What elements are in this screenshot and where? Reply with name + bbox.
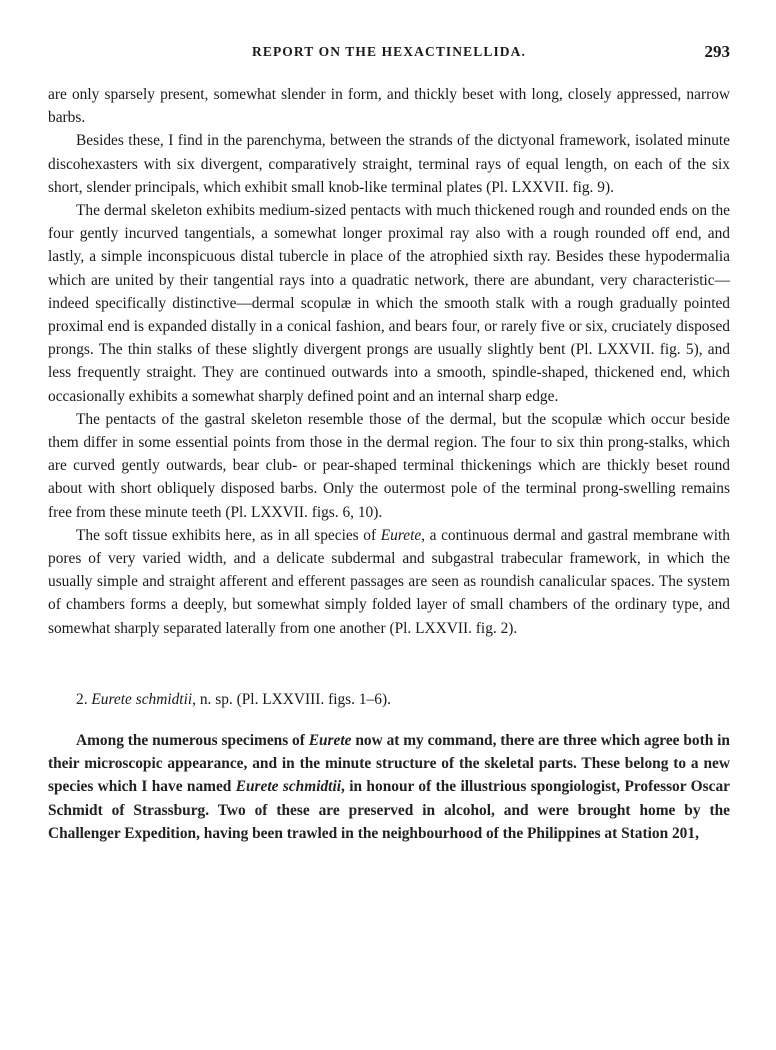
paragraph-eurete-schmidtii	[48, 729, 730, 845]
page-number: 293	[704, 42, 730, 61]
paragraph-continuation: are only sparsely present, somewhat slender in form, and thickly beset with long, closely appressed, narrow barbs.	[48, 86, 730, 127]
species-heading	[48, 688, 730, 711]
page-header	[48, 44, 730, 68]
soft-tissue-text-b: , a continuous dermal and gastral membrane with pores of very varied width, and a delicate subdermal and subgastral trabecular framework, in which the usually simple and straight afferent and efferent passages are seen as roundish canalicular spaces. The system of chambers forms a deeply, but somewhat simply folded layer of small chambers of the ordinary type, and somewhat sharply separated laterally from one another (Pl. LXXVII. fig. 2).	[48, 526, 730, 637]
soft-tissue-text-a: The soft tissue exhibits here, as in all species of	[76, 526, 381, 544]
closing-text-a: Among the numerous specimens of	[76, 732, 309, 750]
paragraph-soft-tissue	[48, 524, 730, 640]
species-name: Eurete schmidtii	[91, 690, 193, 708]
species-number: 2.	[76, 690, 88, 708]
running-title: REPORT ON THE HEXACTINELLIDA.	[252, 44, 526, 59]
closing-text-b: now at my command, there are three which agree both in their microscopic appearance, and in the minute structure of the skeletal parts. These belong to a new species which I have named	[48, 732, 730, 796]
species-heading-rest: , n. sp. (Pl. LXXVIII. figs. 1–6).	[192, 690, 391, 708]
paragraph-dermal-skeleton: The dermal skeleton exhibits medium-sized pentacts with much thickened rough and rounded ends on the four gently incurved tangentials, a somewhat longer proximal ray also with a rough rounded off end, and lastly, a simple inconspicuous distal tubercle in place of the atrophied sixth ray. Besides these hypodermalia which are united by their tangential rays into a quadratic network, there are abundant, very characteristic—indeed specifically distinctive—dermal scopulæ in which the smooth stalk with a rough gradually pointed proximal end is expanded distally in a conical fashion, and bears four, or rarely five or six, cruciately disposed prongs. The thin stalks of these slightly divergent prongs are usually slightly bent (Pl. LXXVII. fig. 5), and less frequently straight. They are continued outwards into a smooth, spindle-shaped, thickened end, which occasionally exhibits a somewhat sharply defined point and an internal sharp edge.	[48, 202, 730, 405]
genus-name: Eurete	[380, 526, 422, 544]
genus-name-closing: Eurete	[308, 732, 352, 750]
body-text	[48, 83, 730, 845]
species-name-closing: Eurete schmidtii	[235, 778, 342, 796]
paragraph-discohexasters: Besides these, I find in the parenchyma, between the strands of the dictyonal framework, isolated minute discohexasters with six divergent, comparatively straight, terminal rays of equal length, on each of the six short, slender principals, which exhibit small knob-like terminal plates (Pl. LXXVII. fig. 9).	[48, 132, 730, 196]
paragraph-gastral-skeleton: The pentacts of the gastral skeleton resemble those of the dermal, but the scopulæ which occur beside them differ in some essential points from those in the dermal region. The four to six thin prong-stalks, which are curved gently outwards, bear club- or pear-shaped terminal thickenings which are thickly beset round about with short obliquely disposed barbs. Only the outermost pole of the terminal prong-swelling remains free from these minute teeth (Pl. LXXVII. figs. 6, 10).	[48, 410, 730, 521]
closing-text-c: , in honour of the illustrious spongiologist, Professor Oscar Schmidt of Strassburg. Two of these are preserved in alcohol, and were brought home by the Challenger Expedition, having been trawled in the neighbourhood of the Philippines at Station 201,	[48, 778, 730, 842]
